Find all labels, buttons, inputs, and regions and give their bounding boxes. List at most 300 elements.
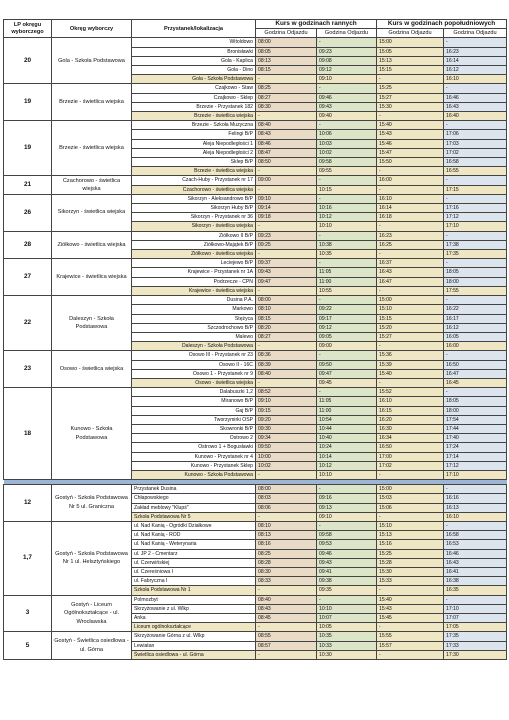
district-location: Gostyń - Szkoła Podstawowa Nr 1 ul. Helsztyńskiego bbox=[52, 521, 132, 595]
stop-name: Stężyca bbox=[132, 314, 256, 323]
stop-name: Czajkowo - Staw bbox=[132, 84, 256, 93]
afternoon-departure-time: - bbox=[377, 286, 444, 295]
table-row bbox=[4, 296, 507, 305]
table-row bbox=[4, 595, 507, 604]
morning-departure-time: 10:12 bbox=[317, 213, 377, 222]
morning-departure-time: - bbox=[256, 250, 317, 259]
district-number: 27 bbox=[4, 259, 52, 296]
morning-departure-time: 10:10 bbox=[317, 470, 377, 479]
morning-departure-time: 08:00 bbox=[256, 38, 317, 47]
afternoon-departure-time: - bbox=[444, 38, 507, 47]
morning-departure-time: 09:10 bbox=[317, 75, 377, 84]
morning-departure-time: 08:30 bbox=[256, 102, 317, 111]
stop-name: Szkoła Podstawowa Nr 1 bbox=[132, 586, 256, 595]
afternoon-departure-time: 16:10 bbox=[377, 397, 444, 406]
morning-departure-time: 11:00 bbox=[317, 277, 377, 286]
stop-name: Kunowo - Przystanek nr 4 bbox=[132, 452, 256, 461]
stop-name: Markowo bbox=[132, 305, 256, 314]
stop-name: Brzezie - Szkoła Muzyczna bbox=[132, 121, 256, 130]
afternoon-departure-time: 16:34 bbox=[377, 434, 444, 443]
morning-departure-time: 08:25 bbox=[256, 84, 317, 93]
stop-name: Skrzyżowanie Górna z ul. Wlkp bbox=[132, 632, 256, 641]
stop-name: Krajewice - świetlica wiejska bbox=[132, 286, 256, 295]
morning-departure-time: - bbox=[256, 75, 317, 84]
afternoon-departure-time: 15:40 bbox=[377, 369, 444, 378]
stop-name: Leciejewo B/P bbox=[132, 259, 256, 268]
stop-name: Lewiatan bbox=[132, 641, 256, 650]
morning-departure-time: - bbox=[256, 470, 317, 479]
afternoon-departure-time: - bbox=[377, 342, 444, 351]
morning-departure-time: 08:15 bbox=[256, 314, 317, 323]
morning-departure-time: 08:15 bbox=[256, 66, 317, 75]
afternoon-departure-time: 16:10 bbox=[377, 194, 444, 203]
stop-name: Świetlica osiedlowa - ul. Górna bbox=[132, 650, 256, 659]
lp-header: LP okręgu wyborczego bbox=[4, 20, 52, 38]
afternoon-departure-time: - bbox=[377, 167, 444, 176]
afternoon-departure-time: 16:22 bbox=[444, 305, 507, 314]
district-number: 20 bbox=[4, 38, 52, 84]
table-row bbox=[4, 521, 507, 530]
morning-departure-time: 09:20 bbox=[256, 415, 317, 424]
afternoon-departure-time: 15:57 bbox=[377, 641, 444, 650]
afternoon-departure-time: 16:43 bbox=[444, 102, 507, 111]
stop-name: Chłapowskiego bbox=[132, 494, 256, 503]
afternoon-departure-time: 16:47 bbox=[377, 277, 444, 286]
stop-name: Sikorzyn - świetlica wiejska bbox=[132, 222, 256, 231]
table-row bbox=[4, 38, 507, 47]
morning-departure-time: - bbox=[317, 231, 377, 240]
afternoon-departure-time: 16:00 bbox=[377, 176, 444, 185]
morning-departure-time: 09:58 bbox=[317, 531, 377, 540]
stop-name: Brzezie - świetlica wiejska bbox=[132, 167, 256, 176]
afternoon-departure-time: 15:00 bbox=[377, 485, 444, 494]
table-row bbox=[4, 231, 507, 240]
afternoon-departure-time: 17:05 bbox=[444, 623, 507, 632]
afternoon-departure-time: 17:03 bbox=[444, 139, 507, 148]
afternoon-departure-time: - bbox=[377, 222, 444, 231]
afternoon-departure-time: 15:20 bbox=[377, 323, 444, 332]
afternoon-departure-time: - bbox=[444, 351, 507, 360]
morning-departure-time: - bbox=[256, 185, 317, 194]
morning-departure-time: 08:40 bbox=[256, 369, 317, 378]
afternoon-departure-time: 17:02 bbox=[444, 148, 507, 157]
afternoon-departure-time: 18:00 bbox=[444, 406, 507, 415]
departure-header: Godzina Odjazdu bbox=[256, 29, 317, 38]
afternoon-departure-time: 16:00 bbox=[444, 342, 507, 351]
morning-departure-time: 09:38 bbox=[317, 577, 377, 586]
stop-header: Przystanek/lokalizacja bbox=[132, 20, 256, 38]
district-location: Ziółkowo - świetlica wiejska bbox=[52, 231, 132, 259]
afternoon-departure-time: 15:39 bbox=[377, 360, 444, 369]
stop-name: Osowo III - Przystanek nr 23 bbox=[132, 351, 256, 360]
afternoon-departure-time: 15:03 bbox=[377, 494, 444, 503]
morning-departure-time: 09:46 bbox=[317, 549, 377, 558]
afternoon-departure-time: 16:23 bbox=[377, 231, 444, 240]
afternoon-departure-time: 16:18 bbox=[377, 213, 444, 222]
afternoon-departure-time: 15:15 bbox=[377, 314, 444, 323]
afternoon-departure-time: 16:14 bbox=[377, 204, 444, 213]
afternoon-departure-time: 15:52 bbox=[377, 388, 444, 397]
morning-departure-time: 08:25 bbox=[256, 549, 317, 558]
schedule-body bbox=[4, 38, 507, 660]
district-number: 22 bbox=[4, 296, 52, 351]
afternoon-departure-time: 15:36 bbox=[377, 351, 444, 360]
afternoon-departure-time: - bbox=[377, 470, 444, 479]
stop-name: Kunowo - Szkoła Podstawowa bbox=[132, 470, 256, 479]
afternoon-departure-time: - bbox=[444, 84, 507, 93]
morning-departure-time: 09:50 bbox=[256, 443, 317, 452]
stop-name: Czach-Huby - Przystanek nr 17 bbox=[132, 176, 256, 185]
stop-name: Gaj B/P bbox=[132, 406, 256, 415]
morning-departure-time: 10:15 bbox=[317, 185, 377, 194]
departure-header: Godzina Odjazdu bbox=[377, 29, 444, 38]
afternoon-departure-time: 16:05 bbox=[444, 332, 507, 341]
afternoon-departure-time: 17:06 bbox=[444, 130, 507, 139]
stop-name: Gola - Kaplica bbox=[132, 56, 256, 65]
afternoon-departure-time: 18:00 bbox=[444, 277, 507, 286]
departure-header: Godzina Odjazdu bbox=[444, 29, 507, 38]
afternoon-departure-time: 17:24 bbox=[444, 443, 507, 452]
afternoon-departure-time: 17:15 bbox=[444, 185, 507, 194]
afternoon-departure-time: - bbox=[377, 623, 444, 632]
morning-departure-time: 10:07 bbox=[317, 614, 377, 623]
morning-departure-time: 09:13 bbox=[317, 503, 377, 512]
morning-departure-time: 09:22 bbox=[317, 305, 377, 314]
morning-departure-time: 08:47 bbox=[256, 148, 317, 157]
header-row-1 bbox=[4, 20, 507, 29]
morning-departure-time: 08:05 bbox=[256, 47, 317, 56]
stop-name: Podrzecze - CPN bbox=[132, 277, 256, 286]
stop-name: ul. JP 2 - Cmentarz bbox=[132, 549, 256, 558]
morning-departure-time: 08:57 bbox=[256, 641, 317, 650]
afternoon-departure-time: 17:10 bbox=[444, 222, 507, 231]
afternoon-departure-time: 16:20 bbox=[377, 415, 444, 424]
stop-name: Gola - Dino bbox=[132, 66, 256, 75]
morning-departure-time: 08:33 bbox=[256, 577, 317, 586]
afternoon-departure-time: - bbox=[444, 231, 507, 240]
morning-departure-time: 09:10 bbox=[317, 512, 377, 521]
afternoon-departure-time: - bbox=[444, 176, 507, 185]
morning-departure-time: 09:16 bbox=[317, 494, 377, 503]
morning-departure-time: 10:16 bbox=[317, 204, 377, 213]
stop-name: Czachorowo - świetlica wiejska bbox=[132, 185, 256, 194]
district-location: Sikorzyn - świetlica wiejska bbox=[52, 194, 132, 231]
afternoon-departure-time: 15:50 bbox=[377, 158, 444, 167]
morning-departure-time: 09:23 bbox=[317, 47, 377, 56]
morning-departure-time: 09:58 bbox=[317, 158, 377, 167]
district-location: Kunowo - Szkoła Podstawowa bbox=[52, 388, 132, 480]
morning-departure-time: - bbox=[317, 121, 377, 130]
morning-departure-time: 09:10 bbox=[256, 397, 317, 406]
morning-departure-time: 10:38 bbox=[317, 240, 377, 249]
morning-departure-time: 10:35 bbox=[317, 632, 377, 641]
afternoon-header: Kurs w godzinach popołudniowych bbox=[377, 20, 507, 29]
morning-departure-time: - bbox=[256, 222, 317, 231]
afternoon-departure-time: 16:47 bbox=[444, 369, 507, 378]
table-row bbox=[4, 632, 507, 641]
afternoon-departure-time: 15:25 bbox=[377, 549, 444, 558]
stop-name: Dalabuszki 1,2 bbox=[132, 388, 256, 397]
afternoon-departure-time: 16:10 bbox=[444, 75, 507, 84]
morning-departure-time: 08:20 bbox=[256, 323, 317, 332]
afternoon-departure-time: 15:27 bbox=[377, 332, 444, 341]
morning-departure-time: 09:53 bbox=[317, 540, 377, 549]
afternoon-departure-time: 16:16 bbox=[444, 494, 507, 503]
stop-name: Sikorzyn Huby B/P bbox=[132, 204, 256, 213]
morning-departure-time: 09:10 bbox=[256, 194, 317, 203]
morning-departure-time: 10:35 bbox=[317, 250, 377, 259]
afternoon-departure-time: 17:10 bbox=[444, 470, 507, 479]
morning-departure-time: 11:05 bbox=[317, 397, 377, 406]
afternoon-departure-time: 16:55 bbox=[444, 167, 507, 176]
afternoon-departure-time: 17:38 bbox=[444, 240, 507, 249]
afternoon-departure-time: 15:06 bbox=[377, 503, 444, 512]
stop-name: Sikorzyn - Aleksandrowo B/P bbox=[132, 194, 256, 203]
afternoon-departure-time: 16:43 bbox=[444, 558, 507, 567]
morning-departure-time: 09:30 bbox=[256, 424, 317, 433]
stop-name: Sklep B/P bbox=[132, 158, 256, 167]
morning-departure-time: 08:45 bbox=[256, 614, 317, 623]
district-number: 21 bbox=[4, 176, 52, 194]
district-number: 5 bbox=[4, 632, 52, 660]
morning-departure-time: 08:36 bbox=[256, 351, 317, 360]
stop-name: Skowronki B/P bbox=[132, 424, 256, 433]
district-location: Brzezie - świetlica wiejska bbox=[52, 121, 132, 176]
morning-departure-time: 09:12 bbox=[317, 66, 377, 75]
stop-name: Zakład meblowy "Klupś" bbox=[132, 503, 256, 512]
afternoon-departure-time: - bbox=[377, 185, 444, 194]
afternoon-departure-time: 16:41 bbox=[444, 567, 507, 576]
stop-name: ul. Fabryczna I bbox=[132, 577, 256, 586]
morning-departure-time: 08:16 bbox=[256, 540, 317, 549]
afternoon-departure-time: 18:05 bbox=[444, 268, 507, 277]
stop-name: Osowo - świetlica wiejska bbox=[132, 378, 256, 387]
stop-name: Szczodrochowo B/P bbox=[132, 323, 256, 332]
morning-departure-time: - bbox=[256, 167, 317, 176]
morning-departure-time: 11:05 bbox=[317, 268, 377, 277]
morning-departure-time: 09:05 bbox=[317, 332, 377, 341]
stop-name: Ostrowo 2 bbox=[132, 434, 256, 443]
afternoon-departure-time: 17:10 bbox=[444, 604, 507, 613]
stop-name: Osowo 1 - Przystanek nr 9 bbox=[132, 369, 256, 378]
afternoon-departure-time: 17:14 bbox=[444, 452, 507, 461]
morning-departure-time: 09:43 bbox=[256, 268, 317, 277]
afternoon-departure-time: 15:28 bbox=[377, 558, 444, 567]
morning-departure-time: - bbox=[256, 112, 317, 121]
morning-departure-time: - bbox=[317, 351, 377, 360]
stop-name: Bronisławki bbox=[132, 47, 256, 56]
afternoon-departure-time: 16:50 bbox=[444, 360, 507, 369]
district-number: 12 bbox=[4, 485, 52, 522]
stop-name: Ostrowo 1 + Bogusławki bbox=[132, 443, 256, 452]
morning-departure-time: - bbox=[317, 176, 377, 185]
morning-departure-time: 09:08 bbox=[317, 56, 377, 65]
stop-name: Felingi B/P bbox=[132, 130, 256, 139]
morning-departure-time: 09:43 bbox=[317, 558, 377, 567]
afternoon-departure-time: - bbox=[444, 521, 507, 530]
afternoon-departure-time: - bbox=[444, 485, 507, 494]
stop-name: Krajewice - Przystanek nr 1A bbox=[132, 268, 256, 277]
afternoon-departure-time: 17:07 bbox=[444, 614, 507, 623]
afternoon-departure-time: 15:13 bbox=[377, 531, 444, 540]
morning-departure-time: 09:00 bbox=[317, 342, 377, 351]
morning-departure-time: 09:37 bbox=[256, 259, 317, 268]
morning-departure-time: 11:00 bbox=[317, 406, 377, 415]
morning-departure-time: 08:13 bbox=[256, 56, 317, 65]
morning-departure-time: 10:54 bbox=[317, 415, 377, 424]
afternoon-departure-time: - bbox=[444, 296, 507, 305]
stop-name: Liceum ogólnokształcące bbox=[132, 623, 256, 632]
morning-departure-time: 08:00 bbox=[256, 485, 317, 494]
morning-departure-time: 09:34 bbox=[256, 434, 317, 443]
morning-departure-time: 10:06 bbox=[317, 130, 377, 139]
morning-departure-time: 09:00 bbox=[256, 176, 317, 185]
stop-name: Przystanek Dusina bbox=[132, 485, 256, 494]
afternoon-departure-time: 15:33 bbox=[377, 577, 444, 586]
district-location: Gostyń - Liceum Ogólnokształcące - ul. Wrocławska bbox=[52, 595, 132, 632]
morning-departure-time: 08:00 bbox=[256, 296, 317, 305]
afternoon-departure-time: 15:45 bbox=[377, 614, 444, 623]
table-row bbox=[4, 176, 507, 185]
morning-header: Kurs w godzinach rannych bbox=[256, 20, 377, 29]
morning-departure-time: 08:13 bbox=[256, 531, 317, 540]
afternoon-departure-time: 18:05 bbox=[444, 397, 507, 406]
afternoon-departure-time: 16:46 bbox=[444, 93, 507, 102]
district-location: Gostyń - Szkoła Podstawowa Nr 5 ul. Graniczna bbox=[52, 485, 132, 522]
stop-name: Kunowo - Przystanek Sklep bbox=[132, 461, 256, 470]
afternoon-departure-time: - bbox=[377, 650, 444, 659]
morning-departure-time: 10:03 bbox=[317, 139, 377, 148]
morning-departure-time: 09:55 bbox=[317, 167, 377, 176]
stop-name: Witoldowo bbox=[132, 38, 256, 47]
morning-departure-time: 10:12 bbox=[317, 461, 377, 470]
morning-departure-time: 09:14 bbox=[256, 204, 317, 213]
afternoon-departure-time: 15:10 bbox=[377, 305, 444, 314]
afternoon-departure-time: 16:15 bbox=[377, 406, 444, 415]
stop-name: Polmozbyt bbox=[132, 595, 256, 604]
afternoon-departure-time: 15:10 bbox=[377, 521, 444, 530]
district-location: Osowo - świetlica wiejska bbox=[52, 351, 132, 388]
stop-name: Brzezie - świetlica wiejska bbox=[132, 112, 256, 121]
morning-departure-time: - bbox=[317, 521, 377, 530]
afternoon-departure-time: 15:00 bbox=[377, 38, 444, 47]
morning-departure-time: 08:28 bbox=[256, 558, 317, 567]
morning-departure-time: 10:10 bbox=[317, 604, 377, 613]
morning-departure-time: 10:33 bbox=[317, 641, 377, 650]
stop-name: ul. Czereśniowa I bbox=[132, 567, 256, 576]
district-location: Czachorowo - świetlica wiejska bbox=[52, 176, 132, 194]
afternoon-departure-time: 17:35 bbox=[444, 250, 507, 259]
afternoon-departure-time: 17:00 bbox=[377, 452, 444, 461]
stop-name: Anka bbox=[132, 614, 256, 623]
afternoon-departure-time: 16:58 bbox=[444, 158, 507, 167]
morning-departure-time: 10:00 bbox=[256, 452, 317, 461]
afternoon-departure-time: 15:55 bbox=[377, 632, 444, 641]
afternoon-departure-time: - bbox=[444, 595, 507, 604]
morning-departure-time: 10:30 bbox=[317, 650, 377, 659]
afternoon-departure-time: 16:23 bbox=[444, 47, 507, 56]
afternoon-departure-time: 16:37 bbox=[377, 259, 444, 268]
morning-departure-time: 10:02 bbox=[256, 461, 317, 470]
stop-name: Brzezie - Przystanek 182 bbox=[132, 102, 256, 111]
afternoon-departure-time: 16:46 bbox=[444, 549, 507, 558]
morning-departure-time: 08:43 bbox=[256, 604, 317, 613]
morning-departure-time: 09:46 bbox=[317, 93, 377, 102]
afternoon-departure-time: 16:10 bbox=[444, 512, 507, 521]
stop-name: Ziółkowo - świetlica wiejska bbox=[132, 250, 256, 259]
stop-name: Daleszyn - Szkoła Podstawowa bbox=[132, 342, 256, 351]
district-number: 23 bbox=[4, 351, 52, 388]
afternoon-departure-time: 16:12 bbox=[444, 323, 507, 332]
stop-name: Sikorzyn - Przystanek nr 36 bbox=[132, 213, 256, 222]
afternoon-departure-time: 15:47 bbox=[377, 148, 444, 157]
morning-departure-time: - bbox=[317, 485, 377, 494]
afternoon-departure-time: 16:58 bbox=[444, 531, 507, 540]
afternoon-departure-time: 17:40 bbox=[444, 434, 507, 443]
district-location: Gola - Szkoła Podstawowa bbox=[52, 38, 132, 84]
afternoon-departure-time: 16:45 bbox=[444, 378, 507, 387]
morning-departure-time: 10:44 bbox=[317, 424, 377, 433]
afternoon-departure-time: - bbox=[444, 259, 507, 268]
district-number: 3 bbox=[4, 595, 52, 632]
afternoon-departure-time: 17:33 bbox=[444, 641, 507, 650]
afternoon-departure-time: - bbox=[377, 512, 444, 521]
afternoon-departure-time: 17:12 bbox=[444, 461, 507, 470]
afternoon-departure-time: 17:16 bbox=[444, 204, 507, 213]
schedule-sheet bbox=[3, 19, 506, 660]
stop-name: Ziółkowo-Majątek B/P bbox=[132, 240, 256, 249]
district-number: 1,7 bbox=[4, 521, 52, 595]
afternoon-departure-time: 16:38 bbox=[444, 577, 507, 586]
morning-departure-time: 08:50 bbox=[256, 158, 317, 167]
morning-departure-time: 08:40 bbox=[256, 121, 317, 130]
stop-name: ul. Nad Kanią - Ogródki Działkowe bbox=[132, 521, 256, 530]
morning-departure-time: - bbox=[256, 650, 317, 659]
afternoon-departure-time: - bbox=[444, 121, 507, 130]
afternoon-departure-time: 16:17 bbox=[444, 314, 507, 323]
morning-departure-time: 08:46 bbox=[256, 139, 317, 148]
afternoon-departure-time: 17:12 bbox=[444, 213, 507, 222]
afternoon-departure-time: 16:13 bbox=[444, 503, 507, 512]
afternoon-departure-time: 15:25 bbox=[377, 84, 444, 93]
morning-departure-time: - bbox=[256, 512, 317, 521]
district-location: Krajewice - świetlica wiejska bbox=[52, 259, 132, 296]
morning-departure-time: - bbox=[317, 194, 377, 203]
morning-departure-time: 09:35 bbox=[317, 586, 377, 595]
table-row bbox=[4, 194, 507, 203]
morning-departure-time: 08:10 bbox=[256, 305, 317, 314]
morning-departure-time: 09:23 bbox=[256, 231, 317, 240]
morning-departure-time: 09:25 bbox=[256, 240, 317, 249]
morning-departure-time: - bbox=[317, 296, 377, 305]
morning-departure-time: 09:18 bbox=[256, 213, 317, 222]
morning-departure-time: 08:30 bbox=[256, 567, 317, 576]
afternoon-departure-time: - bbox=[444, 388, 507, 397]
morning-departure-time: 10:40 bbox=[317, 434, 377, 443]
morning-departure-time: 09:43 bbox=[317, 102, 377, 111]
stop-name: Aleja Niepodległości 1 bbox=[132, 139, 256, 148]
morning-departure-time: 10:05 bbox=[317, 623, 377, 632]
district-location: Brzezie - świetlica wiejska bbox=[52, 84, 132, 121]
afternoon-departure-time: 15:16 bbox=[377, 540, 444, 549]
afternoon-departure-time: 17:55 bbox=[444, 286, 507, 295]
morning-departure-time: - bbox=[256, 342, 317, 351]
morning-departure-time: - bbox=[317, 388, 377, 397]
morning-departure-time: 08:06 bbox=[256, 503, 317, 512]
stop-name: Skrzyżowanie z ul. Wlkp bbox=[132, 604, 256, 613]
afternoon-departure-time: 15:27 bbox=[377, 93, 444, 102]
morning-departure-time: 10:02 bbox=[317, 148, 377, 157]
